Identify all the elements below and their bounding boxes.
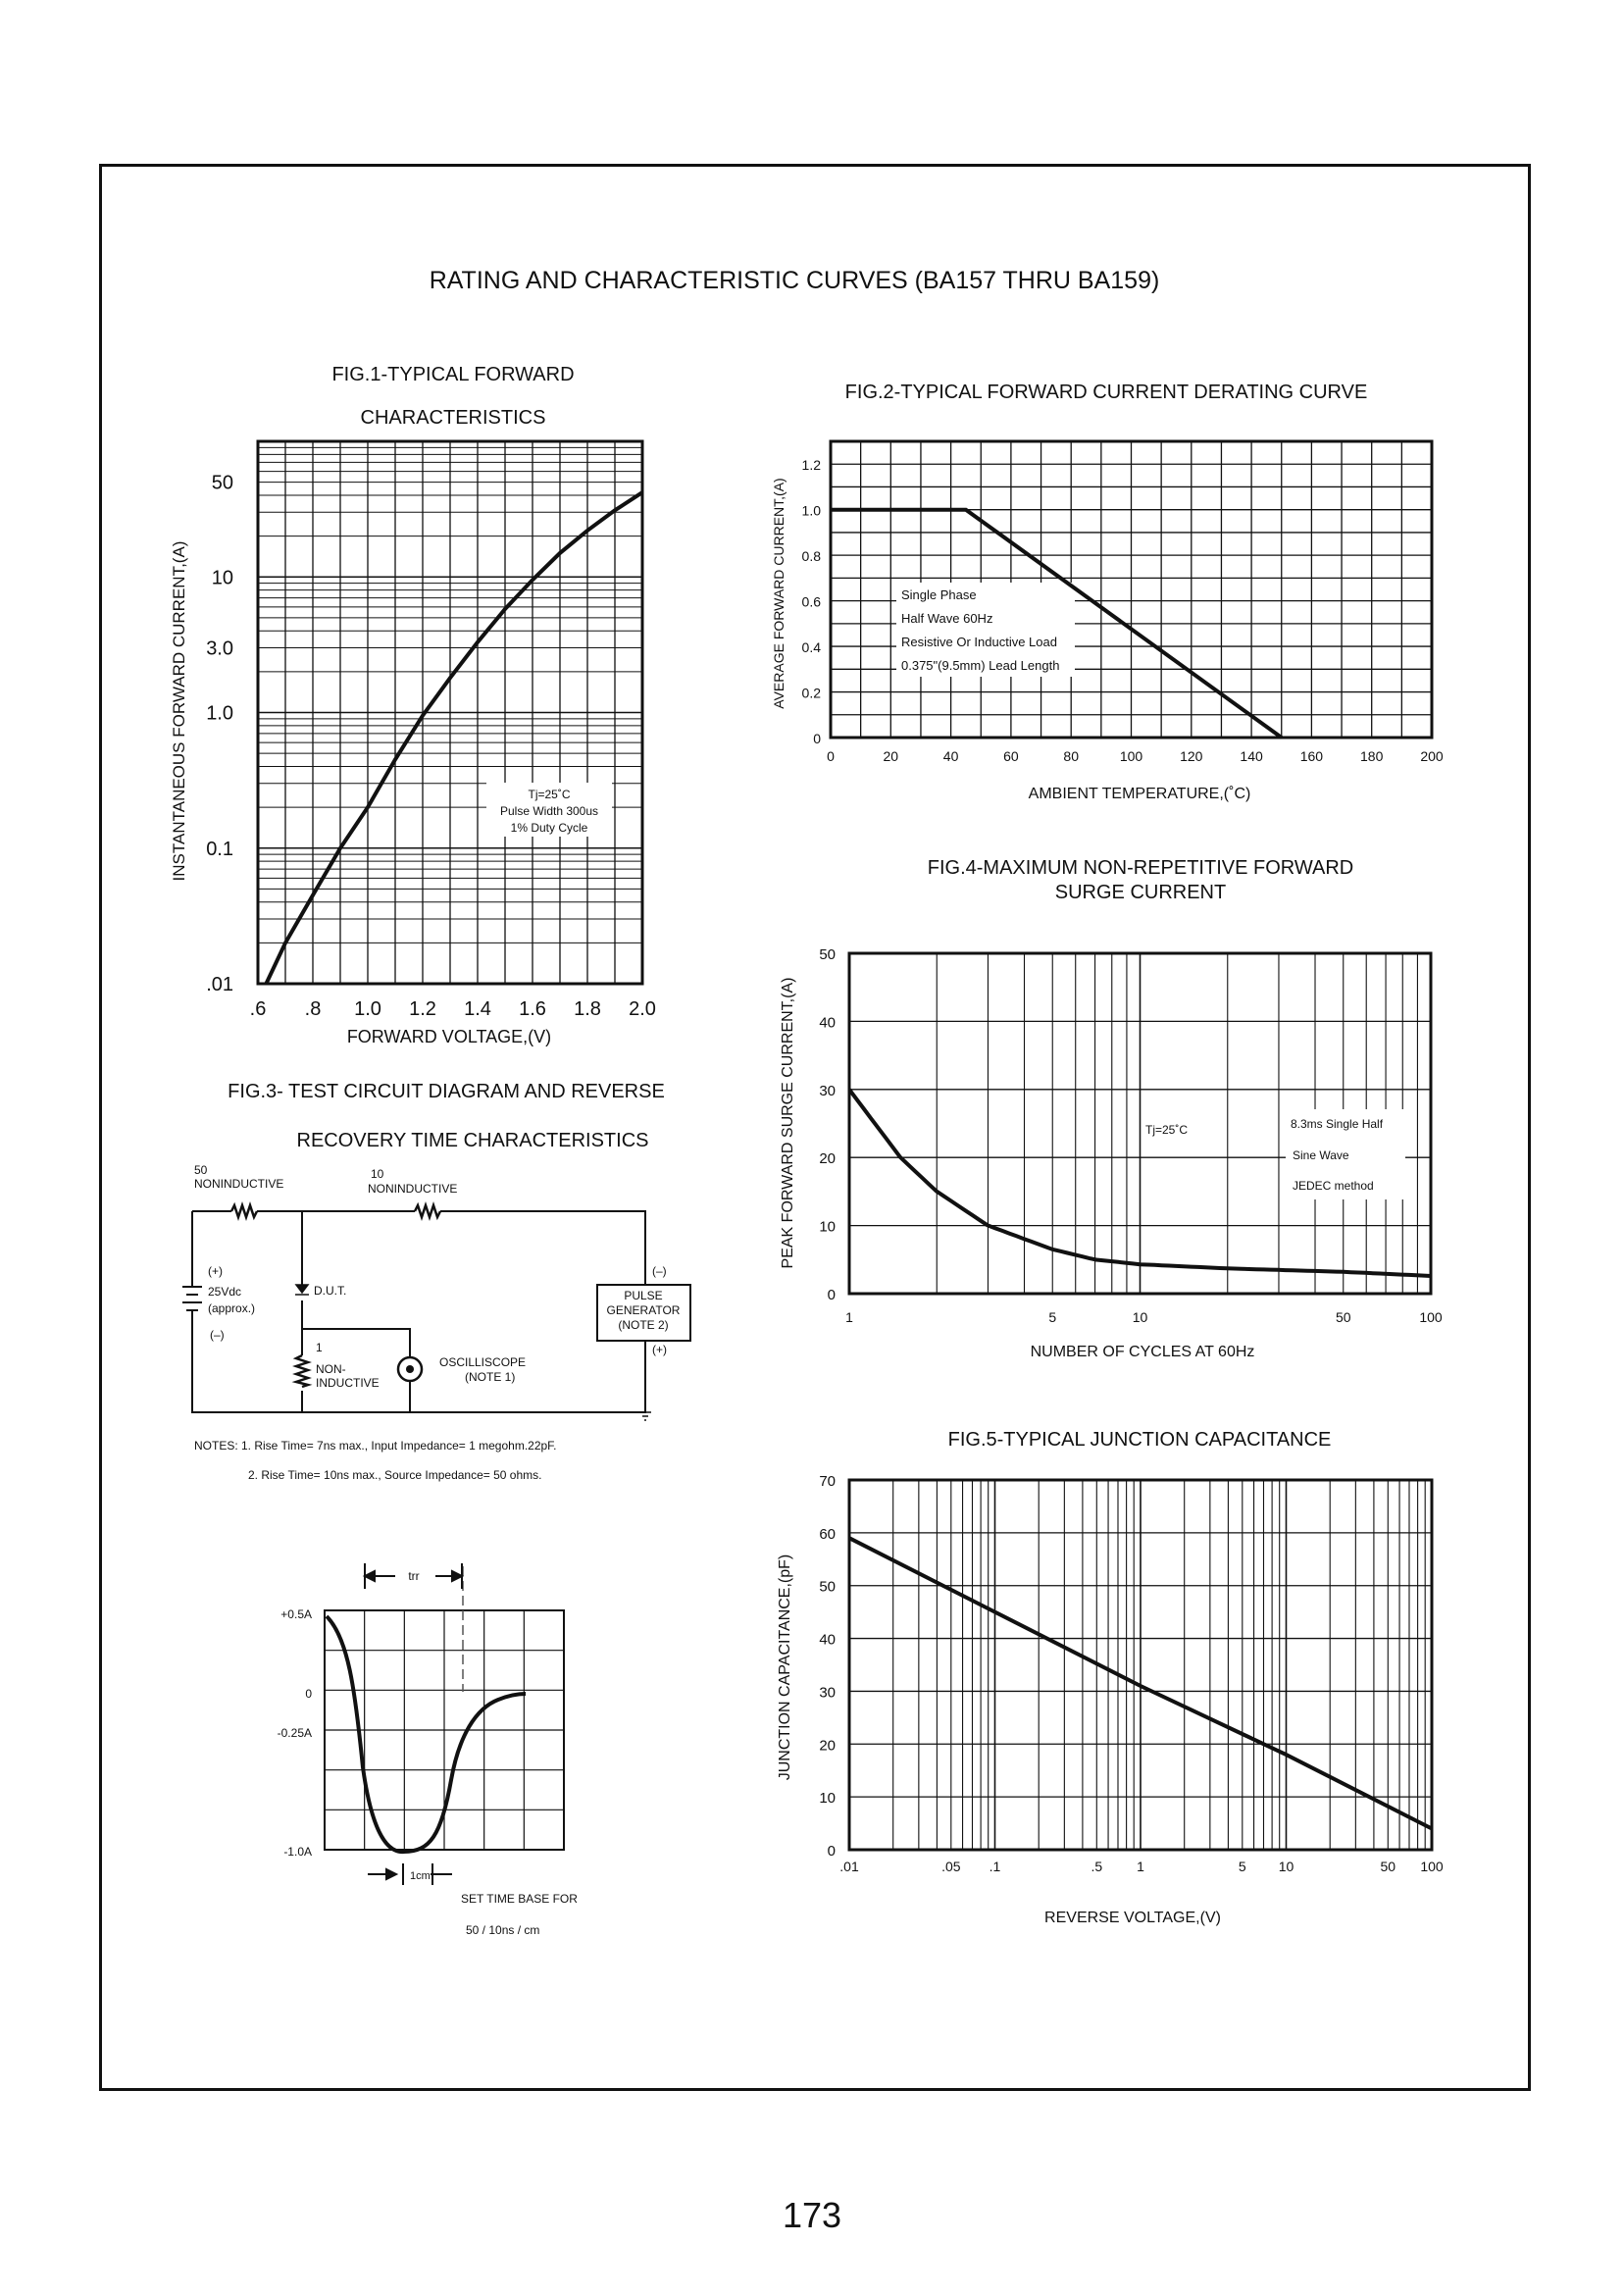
fig2-xtick: 140 — [1240, 748, 1263, 764]
fig5-xtick: .5 — [1091, 1859, 1103, 1874]
fig3-title-line2: RECOVERY TIME CHARACTERISTICS — [296, 1130, 649, 1151]
fig2-ytick: 1.2 — [801, 457, 821, 474]
fig2-ytick: 1.0 — [801, 502, 821, 519]
wave-ytick-neg1: -1.0A — [283, 1845, 312, 1859]
scope-label-1: OSCILLISCOPE — [439, 1355, 527, 1369]
fig1-note-line3: 1% Duty Cycle — [510, 821, 588, 835]
circuit-wires — [192, 1211, 645, 1412]
fig4-ytick: 40 — [819, 1014, 836, 1032]
fig1-xtick: 1.0 — [354, 998, 381, 1020]
r2-value: 10 — [371, 1167, 384, 1181]
fig3-test-circuit — [182, 1081, 690, 1937]
fig2-note-line4: 0.375"(9.5mm) Lead Length — [901, 658, 1060, 673]
fig1-ytick: 3.0 — [206, 637, 233, 660]
fig2-ytick: 0.8 — [801, 548, 821, 565]
fig4-xtick: 5 — [1048, 1309, 1057, 1325]
source-note: (approx.) — [208, 1301, 256, 1315]
fig5-xtick: 100 — [1420, 1859, 1444, 1874]
page-title: RATING AND CHARACTERISTIC CURVES (BA157 THRU BA159) — [429, 267, 1160, 294]
fig1-xtick: .8 — [304, 998, 322, 1020]
r1-label: NONINDUCTIVE — [194, 1177, 284, 1191]
fig4-note-line3: JEDEC method — [1293, 1179, 1374, 1193]
fig2-note-line1: Single Phase — [901, 587, 977, 602]
fig4-ylabel: PEAK FORWARD SURGE CURRENT,(A) — [780, 977, 796, 1269]
fig4-xtick: 100 — [1419, 1309, 1443, 1325]
pulse-plus: (+) — [652, 1343, 667, 1356]
fig5-xtick: 10 — [1278, 1859, 1294, 1874]
fig5-xtick: .01 — [839, 1859, 859, 1874]
fig1-ytick: 0.1 — [206, 838, 233, 860]
fig5-title: FIG.5-TYPICAL JUNCTION CAPACITANCE — [947, 1429, 1332, 1451]
fig4-chart — [780, 857, 1443, 1360]
fig3-note2: 2. Rise Time= 10ns max., Source Impedance= 50 ohms. — [248, 1468, 542, 1482]
fig2-xtick: 200 — [1420, 748, 1444, 764]
fig5-ytick: 20 — [819, 1737, 836, 1755]
r3-resistor-icon — [296, 1355, 308, 1387]
fig1-ylabel: INSTANTANEOUS FORWARD CURRENT,(A) — [170, 540, 188, 882]
fig4-xlabel: NUMBER OF CYCLES AT 60Hz — [1030, 1344, 1255, 1360]
fig3-note1: NOTES: 1. Rise Time= 7ns max., Input Impedance= 1 megohm.22pF. — [194, 1439, 557, 1453]
fig5-ytick: 70 — [819, 1473, 836, 1490]
fig2-note-line3: Resistive Or Inductive Load — [901, 635, 1057, 649]
source-minus: (–) — [210, 1328, 225, 1342]
wave-caption-2: 50 / 10ns / cm — [466, 1923, 540, 1937]
fig5-ytick: 40 — [819, 1631, 836, 1649]
r3-label-2: INDUCTIVE — [316, 1376, 380, 1390]
fig5-chart — [777, 1429, 1444, 1926]
fig1-ytick: 1.0 — [206, 702, 233, 725]
fig5-xtick: 5 — [1238, 1859, 1246, 1874]
fig5-xtick: 1 — [1137, 1859, 1144, 1874]
fig4-ytick: 10 — [819, 1218, 836, 1236]
fig5-xtick: 50 — [1380, 1859, 1396, 1874]
fig1-xtick: 1.4 — [464, 998, 491, 1020]
r2-resistor-icon — [415, 1205, 440, 1217]
fig1-ytick: 10 — [211, 567, 233, 589]
fig2-xtick: 80 — [1063, 748, 1079, 764]
fig2-ytick: 0.4 — [801, 639, 821, 656]
fig3-title-line1: FIG.3- TEST CIRCUIT DIAGRAM AND REVERSE — [228, 1081, 665, 1102]
fig4-title-line2: SURGE CURRENT — [1054, 882, 1227, 903]
r1-resistor-icon — [231, 1205, 257, 1217]
fig5-ytick: 0 — [827, 1843, 836, 1860]
fig1-title-line2: CHARACTERISTICS — [360, 407, 546, 429]
fig1-note-line1: Tj=25˚C — [528, 788, 571, 801]
fig1-xtick: 1.6 — [519, 998, 546, 1020]
pulse-label-3: (NOTE 2) — [618, 1318, 669, 1332]
fig1-title-line1: FIG.1-TYPICAL FORWARD — [331, 364, 575, 385]
cm-label: 1cm — [410, 1870, 431, 1882]
wave-ytick-pos05: +0.5A — [280, 1607, 312, 1621]
fig4-xtick: 50 — [1335, 1309, 1351, 1325]
fig2-ytick: 0 — [813, 731, 821, 746]
scope-label-2: (NOTE 1) — [465, 1370, 516, 1384]
fig5-ytick: 50 — [819, 1578, 836, 1596]
r1-value: 50 — [194, 1163, 208, 1177]
pulse-label-2: GENERATOR — [606, 1303, 681, 1317]
fig1-xtick: .6 — [249, 998, 267, 1020]
ground-icon — [639, 1412, 651, 1420]
fig2-chart — [771, 382, 1444, 802]
r3-label-1: NON- — [316, 1362, 346, 1376]
fig2-xtick: 100 — [1119, 748, 1143, 764]
fig2-xtick: 60 — [1003, 748, 1019, 764]
fig2-xtick: 40 — [942, 748, 959, 764]
fig4-ytick: 50 — [819, 946, 836, 963]
pulse-label-1: PULSE — [624, 1289, 663, 1302]
source-plus: (+) — [208, 1264, 223, 1278]
fig4-xtick: 1 — [845, 1309, 853, 1325]
fig1-xtick: 1.8 — [574, 998, 601, 1020]
fig4-title-line1: FIG.4-MAXIMUM NON-REPETITIVE FORWARD — [927, 857, 1354, 879]
fig5-ytick: 60 — [819, 1525, 836, 1543]
wave-caption-1: SET TIME BASE FOR — [461, 1892, 578, 1906]
page-number: 173 — [782, 2195, 842, 2235]
fig2-xtick: 120 — [1180, 748, 1203, 764]
fig5-xtick: .05 — [941, 1859, 961, 1874]
fig1-ytick: .01 — [206, 974, 233, 995]
trr-label: trr — [408, 1569, 420, 1583]
fig2-note-line2: Half Wave 60Hz — [901, 611, 993, 626]
fig5-xtick: .1 — [989, 1859, 1001, 1874]
fig2-ytick: 0.2 — [801, 685, 821, 701]
r2-label: NONINDUCTIVE — [368, 1182, 458, 1196]
fig5-ylabel: JUNCTION CAPACITANCE,(pF) — [777, 1554, 793, 1781]
source-label: 25Vdc — [208, 1285, 242, 1299]
dut-label: D.U.T. — [314, 1284, 347, 1298]
pulse-minus: (–) — [652, 1264, 667, 1278]
fig4-note-line2: Sine Wave — [1293, 1148, 1349, 1162]
wave-ytick-neg025: -0.25A — [277, 1726, 312, 1740]
fig2-xtick: 160 — [1299, 748, 1324, 764]
reverse-recovery-curve — [327, 1616, 526, 1852]
fig1-xtick: 2.0 — [629, 998, 656, 1020]
fig4-ytick: 0 — [827, 1287, 836, 1303]
fig1-chart — [170, 364, 656, 1046]
fig2-ylabel: AVERAGE FORWARD CURRENT,(A) — [771, 478, 787, 709]
fig4-note-line1: 8.3ms Single Half — [1291, 1117, 1384, 1131]
fig2-xtick: 0 — [827, 748, 835, 764]
fig5-ytick: 30 — [819, 1684, 836, 1702]
fig5-ytick: 10 — [819, 1790, 836, 1808]
fig2-xtick: 180 — [1360, 748, 1384, 764]
fig2-xlabel: AMBIENT TEMPERATURE,(˚C) — [1028, 786, 1251, 802]
battery-icon — [182, 1287, 202, 1310]
fig1-note-line2: Pulse Width 300us — [499, 804, 599, 818]
recovery-waveform — [278, 1563, 579, 1937]
fig1-forward-curve — [266, 492, 642, 984]
fig2-ytick: 0.6 — [801, 593, 821, 610]
fig1-xtick: 1.2 — [409, 998, 436, 1020]
fig4-note-tj: Tj=25˚C — [1145, 1123, 1189, 1137]
fig2-xtick: 20 — [883, 748, 899, 764]
fig4-xtick: 10 — [1132, 1309, 1148, 1325]
r3-value: 1 — [316, 1341, 323, 1354]
fig2-title: FIG.2-TYPICAL FORWARD CURRENT DERATING CURVE — [844, 382, 1368, 403]
fig1-xlabel: FORWARD VOLTAGE,(V) — [346, 1027, 552, 1046]
fig1-ytick: 50 — [211, 472, 233, 494]
fig5-xlabel: REVERSE VOLTAGE,(V) — [1044, 1910, 1221, 1926]
fig4-ytick: 20 — [819, 1150, 836, 1168]
fig4-ytick: 30 — [819, 1082, 836, 1099]
diode-icon — [295, 1285, 309, 1295]
wave-ytick-zero: 0 — [305, 1687, 312, 1701]
